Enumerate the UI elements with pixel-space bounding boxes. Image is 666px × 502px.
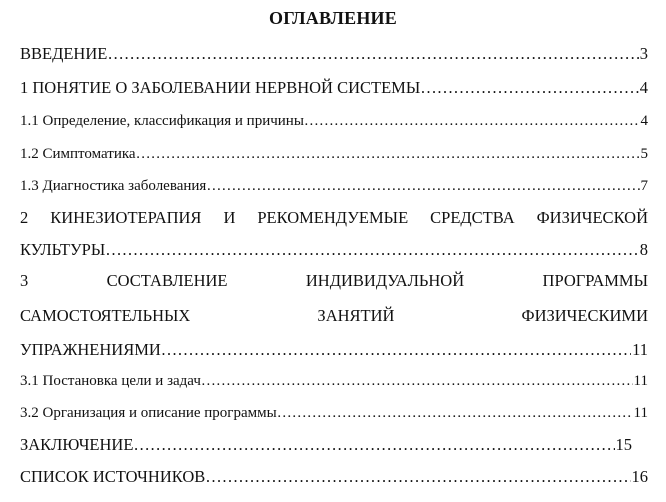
toc-entry-word: ФИЗИЧЕСКИМИ [521, 306, 648, 325]
toc-entry-word: ИНДИВИДУАЛЬНОЙ [305, 271, 465, 290]
toc-entry-word: САМОСТОЯТЕЛЬНЫХ [20, 306, 191, 325]
toc-leader-dots [206, 178, 639, 195]
toc-entry-label: СПИСОК ИСТОЧНИКОВ [20, 467, 206, 486]
toc-entry-section-1-3 [20, 178, 648, 195]
toc-entry-word: СОСТАВЛЕНИЕ [106, 271, 228, 290]
toc-entry-word: 3 [20, 271, 29, 290]
toc-page-number: 11 [633, 405, 648, 421]
toc-entry-conclusion [20, 435, 632, 455]
toc-entry-label: 2 КИНЕЗИОТЕРАПИЯ И РЕКОМЕНДУЕМЫЕ СРЕДСТВА ФИЗИЧЕСКОЙ [20, 208, 648, 227]
toc-title: ОГЛАВЛЕНИЕ [269, 8, 397, 28]
toc-leader-dots [277, 405, 633, 422]
toc-page-number: 15 [615, 435, 632, 454]
toc-leader-dots [201, 373, 633, 390]
toc-entry-label: КУЛЬТУРЫ [20, 240, 106, 259]
toc-leader-dots [107, 44, 638, 64]
toc-page-number: 8 [639, 240, 648, 259]
toc-leader-dots [420, 78, 639, 98]
toc-entry-chapter-2 [20, 240, 648, 260]
toc-entry-word: ЗАНЯТИЙ [317, 306, 395, 325]
toc-page-number: 3 [639, 44, 648, 63]
toc-entry-label: УПРАЖНЕНИЯМИ [20, 340, 161, 359]
toc-leader-dots [304, 113, 640, 130]
toc-entry-chapter-1 [20, 78, 648, 98]
toc-leader-dots [205, 467, 630, 487]
toc-leader-dots [161, 340, 631, 360]
toc-entry-label: 1.3 Диагностика заболевания [20, 178, 207, 194]
toc-entry-chapter-3 [20, 340, 648, 360]
toc-entry-section-1-1 [20, 113, 648, 130]
toc-page-number: 4 [639, 78, 648, 97]
toc-leader-dots [136, 146, 640, 163]
toc-entry-label: ВВЕДЕНИЕ [20, 44, 108, 63]
toc-entry-label: 1.1 Определение, классификация и причины [20, 113, 304, 129]
toc-entry-word: ПРОГРАММЫ [542, 271, 648, 290]
toc-entry-introduction [20, 44, 648, 64]
toc-page-number: 11 [632, 340, 648, 359]
toc-page-number: 16 [631, 467, 648, 486]
toc-page-number: 4 [640, 113, 648, 129]
toc-page-number: 7 [640, 178, 648, 194]
toc-entry-section-3-2 [20, 405, 648, 422]
toc-leader-dots [133, 435, 614, 455]
toc-entry-references [20, 467, 648, 487]
toc-page-number: 5 [640, 146, 648, 162]
toc-entry-chapter-3-line2 [20, 306, 648, 326]
toc-leader-dots [105, 240, 639, 260]
toc-entry-section-1-2 [20, 146, 648, 163]
toc-entry-label: 3.1 Постановка цели и задач [20, 373, 201, 389]
toc-entry-chapter-3-line1 [20, 271, 648, 291]
toc-entry-label: 1.2 Симптоматика [20, 146, 136, 162]
toc-page-number: 11 [633, 373, 648, 389]
toc-entry-label: ЗАКЛЮЧЕНИЕ [20, 435, 134, 454]
toc-entry-section-3-1 [20, 373, 648, 390]
toc-entry-label: 3.2 Организация и описание программы [20, 405, 277, 421]
toc-entry-label: 1 ПОНЯТИЕ О ЗАБОЛЕВАНИИ НЕРВНОЙ СИСТЕМЫ [20, 78, 421, 97]
toc-entry-chapter-2-line1 [20, 208, 648, 228]
